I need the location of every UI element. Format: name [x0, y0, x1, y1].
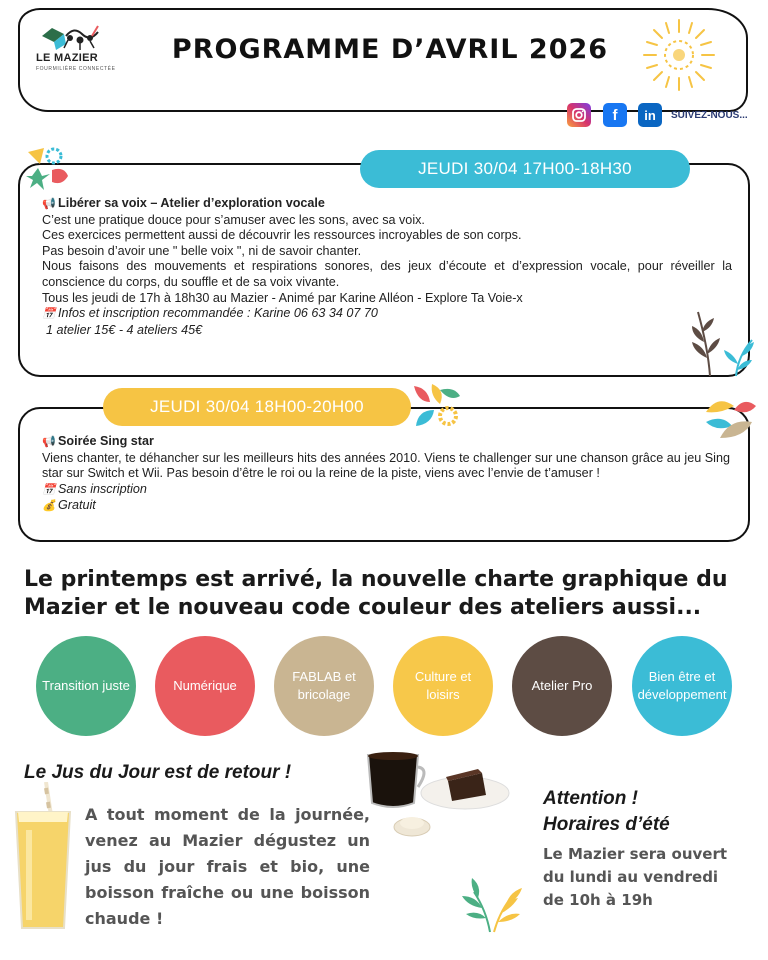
page-title: PROGRAMME D’AVRIL 2026: [171, 34, 609, 65]
event-1-line: Nous faisons des mouvements et respirations sonores, des jeux d’écoute et d’expression vocale, pour réveiller la conscience du corps, du souffle et de sa voix vivante.: [42, 259, 732, 289]
category-culture-loisirs: Culture et loisirs: [393, 636, 493, 736]
event-2-text: Viens chanter, te déhancher sur les meilleurs hits des années 2010. Viens te challenger sur une chanson grâce au jeu Sing star sur Switch et Wii. Pas besoin d’être le roi ou la reine de la piste, viens avec l’envie de t’amuser !: [42, 450, 730, 481]
calendar-icon: 📅: [42, 308, 56, 321]
event-1-content: [42, 196, 732, 338]
coffee-and-cake-icon: [360, 745, 530, 845]
logo-tagline: FOURMILIÈRE CONNECTÉE: [36, 66, 116, 72]
category-atelier-pro: Atelier Pro: [512, 636, 612, 736]
leaf-decoration-icon: [456, 874, 526, 934]
follow-us-label[interactable]: SUIVEZ-NOUS...: [671, 110, 748, 121]
event-1-line: Tous les jeudi de 17h à 18h30 au Mazier - Animé par Karine Alléon - Explore Ta Voie-x: [42, 290, 523, 305]
summer-hours-text: Le Mazier sera ouvert du lundi au vendredi de 10h à 19h: [543, 845, 728, 909]
linkedin-icon[interactable]: in: [638, 103, 662, 127]
event-2-title: Soirée Sing star: [58, 434, 154, 448]
category-bien-etre: Bien être et développement: [632, 636, 732, 736]
jus-title: Le Jus du Jour est de retour !: [24, 762, 292, 783]
category-transition-juste: Transition juste: [36, 636, 136, 736]
event-2-content: [42, 434, 730, 515]
event-1-line: Ces exercices permettent aussi de découvrir les ressources incroyables de son corps.: [42, 228, 522, 243]
event-2-registration: Sans inscription: [58, 481, 147, 496]
megaphone-icon: 📢: [42, 198, 56, 210]
attention-title-line2: Horaires d’été: [543, 814, 670, 835]
facebook-icon[interactable]: f: [603, 103, 627, 127]
event-1-title: Libérer sa voix – Atelier d’exploration vocale: [58, 196, 325, 210]
calendar-icon: 📅: [42, 483, 56, 496]
event-2-registration-row: [42, 482, 730, 499]
event-1-date: JEUDI 30/04 17H00-18H30: [360, 150, 690, 188]
flower-decoration-icon: [410, 382, 462, 432]
event-1-info: Infos et inscription recommandée : Karine 06 63 34 07 70: [58, 306, 378, 321]
event-1-title-row: [42, 196, 732, 213]
event-1-price: 1 atelier 15€ - 4 ateliers 45€: [46, 322, 203, 337]
event-1-line: Pas besoin d’avoir une " belle voix ", ni de savoir chanter.: [42, 243, 362, 258]
event-2-price-row: [42, 498, 730, 515]
jus-text: A tout moment de la journée, venez au Mazier dégustez un jus du jour frais et bio, une boisson fraîche ou une boisson chaude !: [85, 805, 370, 928]
event-1-info-row: [42, 306, 732, 323]
megaphone-icon: 📢: [42, 436, 56, 448]
attention-title-line1: Attention !: [543, 788, 638, 809]
category-fablab: FABLAB et bricolage: [274, 636, 374, 736]
instagram-icon[interactable]: [567, 103, 591, 127]
category-numerique: Numérique: [155, 636, 255, 736]
event-2-date: JEUDI 30/04 18H00-20H00: [103, 388, 411, 426]
event-2-price: Gratuit: [58, 498, 96, 513]
event-1-line: C’est une pratique douce pour s’amuser avec les sons, avec sa voix.: [42, 212, 425, 227]
flower-decoration-icon: [24, 146, 72, 194]
logo-name: LE MAZIER: [36, 52, 98, 64]
event-2-title-row: [42, 434, 730, 451]
leaf-decoration-icon: [704, 392, 758, 440]
leaf-decoration-icon: [690, 308, 756, 378]
money-bag-icon: 💰: [42, 500, 56, 513]
sun-decoration-icon: [640, 16, 718, 94]
juice-glass-icon: [10, 782, 76, 932]
spring-headline: Le printemps est arrivé, la nouvelle charte graphique du Mazier et le nouveau code couleur des ateliers aussi...: [24, 567, 728, 620]
attention-title: [543, 786, 670, 838]
